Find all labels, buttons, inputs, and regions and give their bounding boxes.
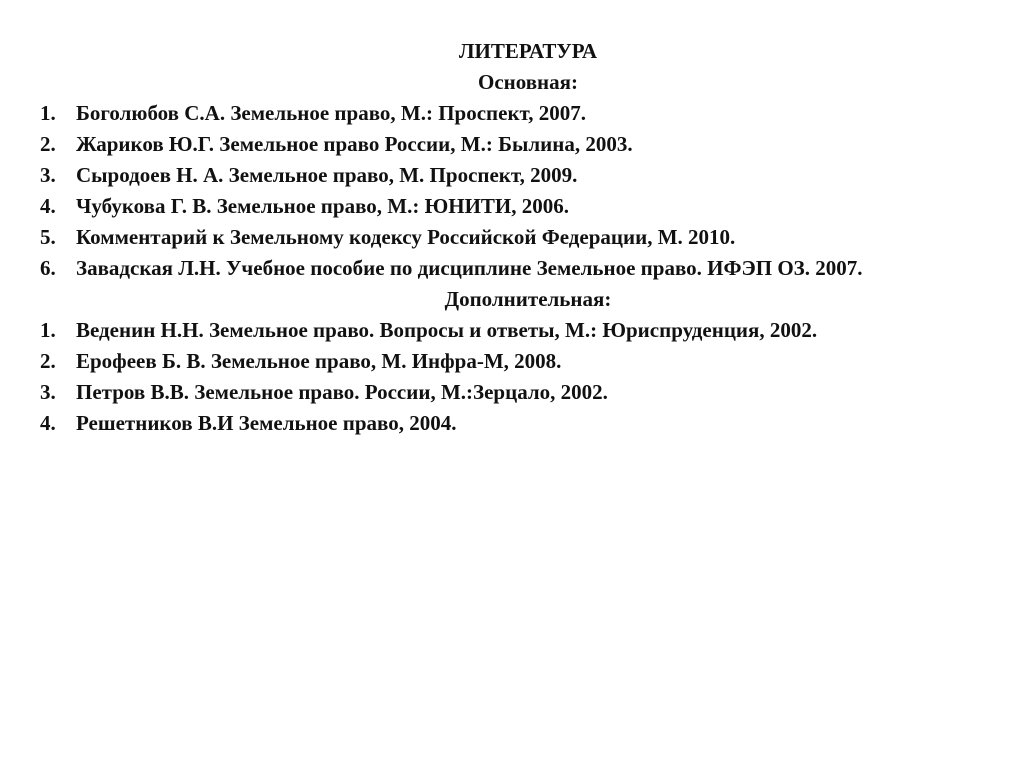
- list-item: [40, 315, 990, 346]
- reference-text: Боголюбов С.А. Земельное право, М.: Проспект, 2007.: [76, 101, 587, 125]
- list-item: [40, 129, 990, 160]
- item-number: 1.: [40, 101, 56, 125]
- list-item: [40, 222, 990, 253]
- list-item: [40, 377, 990, 408]
- item-number: 6.: [40, 256, 56, 280]
- item-number: 4.: [40, 411, 56, 435]
- list-item: [40, 408, 990, 439]
- reference-text: Ерофеев Б. В. Земельное право, М. Инфра-М, 2008.: [76, 349, 562, 373]
- reference-text: Жариков Ю.Г. Земельное право России, М.: Былина, 2003.: [76, 132, 633, 156]
- item-number: 3.: [40, 163, 56, 187]
- extra-reference-list: [40, 315, 990, 439]
- list-item: [40, 160, 990, 191]
- reference-text: Завадская Л.Н. Учебное пособие по дисциплине Земельное право. ИФЭП ОЗ. 2007.: [76, 256, 863, 280]
- extra-section-heading: Дополнительная:: [444, 287, 612, 311]
- item-number: 3.: [40, 380, 56, 404]
- item-number: 4.: [40, 194, 56, 218]
- item-number: 2.: [40, 132, 56, 156]
- reference-text: Сыродоев Н. А. Земельное право, М. Проспект, 2009.: [76, 163, 578, 187]
- list-item: [40, 191, 990, 222]
- reference-text: Комментарий к Земельному кодексу Российской Федерации, М. 2010.: [76, 225, 736, 249]
- bibliography-content: [40, 36, 990, 439]
- reference-text: Петров В.В. Земельное право. России, М.:Зерцало, 2002.: [76, 380, 608, 404]
- page-title: ЛИТЕРАТУРА: [458, 39, 598, 63]
- main-reference-list: [40, 98, 990, 284]
- main-section-heading: Основная:: [477, 70, 579, 94]
- reference-text: Чубукова Г. В. Земельное право, М.: ЮНИТИ, 2006.: [76, 194, 570, 218]
- item-number: 5.: [40, 225, 56, 249]
- list-item: [40, 346, 990, 377]
- item-number: 1.: [40, 318, 56, 342]
- reference-text: Веденин Н.Н. Земельное право. Вопросы и ответы, М.: Юриспруденция, 2002.: [76, 318, 818, 342]
- reference-text: Решетников В.И Земельное право, 2004.: [76, 411, 457, 435]
- list-item: [40, 98, 990, 129]
- list-item: [40, 253, 990, 284]
- item-number: 2.: [40, 349, 56, 373]
